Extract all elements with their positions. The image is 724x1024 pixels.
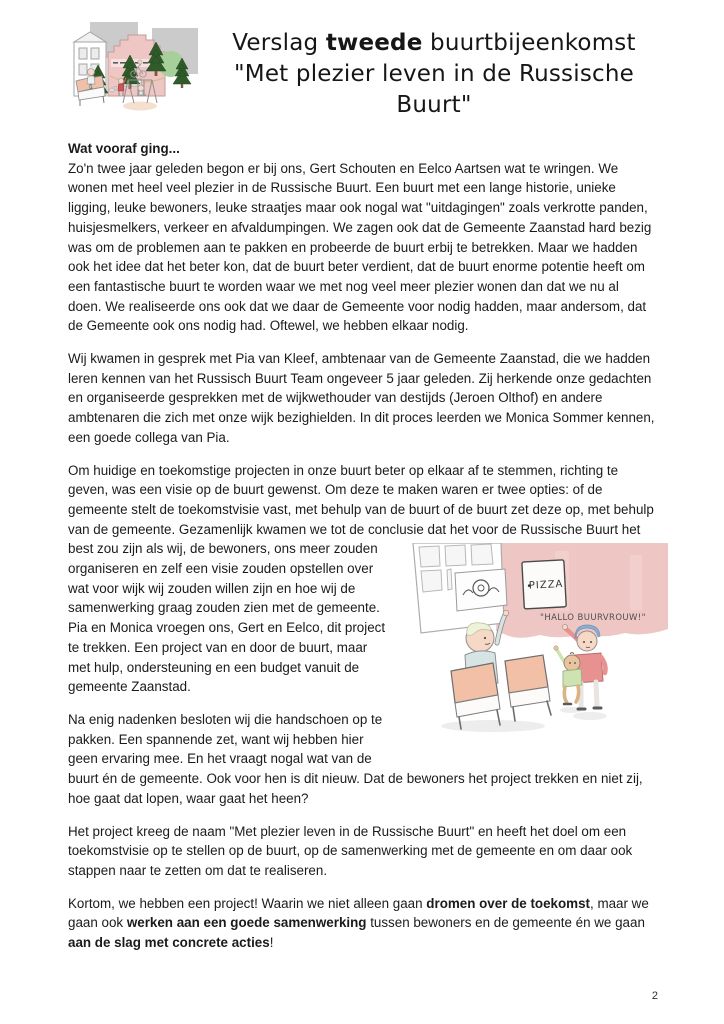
speech-text: "HALLO BUURVROUW!" bbox=[540, 613, 646, 624]
paragraph-3-text-b: best zou zijn als wij, de bewoners, ons meer zouden organiseren en zelf een visie zouden opstellen over wat voor wijk wij zouden willen zijn en hoe wij de samenwerking graag zouden zien met de gemeente. Pia en Monica vroegen ons, Gert en Eelco, dit project te trekken. Een project van en door de buurt, maar met hulp, ondersteuning en een budget vanuit de gemeente Zaanstad. bbox=[68, 541, 386, 695]
paragraph-2: Wij kwamen in gesprek met Pia van Kleef, ambtenaar van de Gemeente Zaanstad, die we hadden leren kennen van het Russisch Buurt Team ongeveer 5 jaar geleden. Zij herkende onze gedachten en organiseerde gesprekken met de wijkwethouder van destijds (Jeroen Olthof) en andere ambtenaren die zich met onze wijk bezighielden. In dit proces leerden we Monica Sommer kennen, een goede collega van Pia. bbox=[68, 351, 655, 445]
document-header bbox=[68, 18, 668, 121]
shadow bbox=[573, 712, 607, 720]
neighborhood-illustration-svg bbox=[68, 18, 200, 115]
wall-streak bbox=[630, 555, 642, 610]
emblem-sign bbox=[455, 569, 507, 611]
title-bold-word: tweede bbox=[325, 30, 423, 56]
pizza-sign-label: PIZZA bbox=[528, 579, 564, 593]
section-heading: Wat vooraf ging... bbox=[68, 141, 180, 156]
paragraph-3-text-a: Om huidige en toekomstige projecten in onze buurt beter op elkaar af te stemmen, richting te geven, was een visie op de buurt gewenst. Om deze te maken waren er twee opties: of de gemeente stelt de toekomstvisie vast, met behulp van de buurt of de buurt zet deze op, met behulp van de gemeente. Gezamenlijk kwamen we tot de conclusie dat het voor de Russische Buurt het bbox=[68, 462, 654, 537]
document-body bbox=[68, 139, 656, 966]
paragraph-5: Het project kreeg de naam "Met plezier leven in de Russische Buurt" en heeft het doel om een toekomstvisie op te stellen op de buurt, op de samenwerking met de gemeente en om daar ook stappen naar te zetten om dat te realiseren. bbox=[68, 823, 633, 878]
page-number: 2 bbox=[651, 990, 658, 1002]
title-line-1: Verslag tweede buurtbijeenkomst bbox=[232, 30, 636, 56]
paragraph-6: Kortom, we hebben een project! Waarin we niet alleen gaan dromen over de toekomst, maar we gaan ook werken aan een goede samenwerking tussen bewoners en de gemeente én we gaan aan de slag met concrete acties! bbox=[68, 895, 649, 951]
pizza-sign bbox=[522, 560, 566, 609]
paragraph-4: Na enig nadenken besloten wij die handschoen op te pakken. Een spannende zet, want wij hebben hier geen ervaring mee. En het vraagt nogal wat van de buurt én de gemeente. Ook voor hen is dit nieuw. Dat de bewoners het project trekken en niet zij, hoe gaat dat lopen, waar gaat het heen? bbox=[68, 711, 643, 806]
bold-phrase-samenwerking: werken aan een goede samenwerking bbox=[126, 915, 367, 931]
neighborhood-illustration bbox=[68, 18, 200, 115]
street-scene-illustration bbox=[405, 543, 668, 740]
paragraph-1: Zo'n twee jaar geleden begon er bij ons, Gert Schouten en Eelco Aartsen wat te wringen. We wonen met heel veel plezier in de Russische Buurt. Een buurt met een lange historie, unieke ligging, leuke bewoners, leuke straatjes maar ook nogal wat "uitdagingen" zoals verkrotte panden, huisjesmelkers, verkeer en afvaldumpingen. We zagen ook dat de Gemeente Zaanstad hard bezig was om de problemen aan te pakken en probeerde de buurt erbij te betrekken. Maar we hadden ook het idee dat het beter kon, dat de buurt beter verdient, dat de buurt enorme potentie heeft om een fantastische buurt te worden waar we met nog veel meer plezier wonen dan dat we nu al doen. We realiseerde ons ook dat we daar de Gemeente voor nodig hadden, maar andersom, dat de Gemeente ook ons nodig had. Oftewel, we hebben elkaar nodig. bbox=[68, 160, 652, 334]
street-scene-svg bbox=[405, 543, 668, 740]
bold-phrase-acties: aan de slag met concrete acties bbox=[68, 935, 270, 951]
shadow bbox=[441, 720, 545, 732]
paragraph-6-text: Kortom, we hebben een project! Waarin we niet alleen gaan bbox=[68, 895, 427, 911]
title-line-2: "Met plezier leven in de Russische Buurt" bbox=[234, 61, 634, 118]
bold-phrase-dromen: dromen over de toekomst bbox=[426, 895, 590, 911]
pink-wall bbox=[496, 543, 668, 638]
paragraph-3 bbox=[68, 461, 656, 697]
document-title bbox=[200, 28, 668, 121]
